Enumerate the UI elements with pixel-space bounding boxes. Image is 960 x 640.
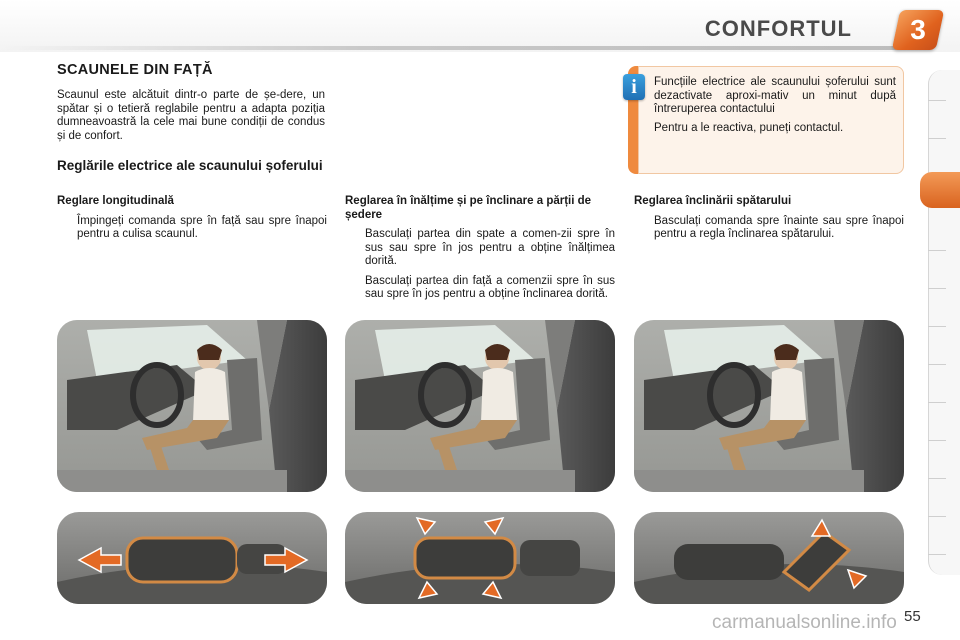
info-icon: i [623,74,645,100]
info-box [628,66,904,174]
info-paragraph: Funcțiile electrice ale scaunului șoferului sunt dezactivate aproxi-mativ un minut după întreruperea contactului [654,76,896,115]
column-backrest [634,195,904,248]
control-detail-longitudinal [57,512,327,604]
chapter-tab-divider [928,478,946,479]
instruction-item: Basculați partea din spate a comen-zii spre în sus sau spre în jos pentru a obține înălțimea dorită. [365,228,615,267]
instruction-item: Basculați comanda spre înainte sau spre înapoi pentru a regla înclinarea spătarului. [654,214,904,240]
chapter-tab-divider [928,364,946,365]
seat-illustration-backrest [634,320,904,492]
chapter-number: 3 [910,14,926,45]
subsection-title: Reglările electrice ale scaunului șoferului [57,158,323,173]
column-height-tilt [345,195,615,308]
chapter-tab-divider [928,326,946,327]
seat-illustration-height [345,320,615,492]
column-longitudinal [57,195,327,248]
chapter-tab-divider [928,516,946,517]
chapter-tab-divider [928,402,946,403]
column-heading: Reglarea în înălțime și pe înclinare a părții de ședere [345,195,592,221]
chapter-title: CONFORTUL [704,16,852,41]
column-heading: Reglare longitudinală [57,195,174,207]
chapter-tab-divider [928,440,946,441]
chapter-tab-divider [928,250,946,251]
chapter-tabs [928,70,960,575]
section-intro: Scaunul este alcătuit dintr-o parte de șe-dere, un spătar și o tetieră reglabile pentru a adapta poziția dumneavoastră la cele mai bune condiții de condus și de confort. [57,89,325,142]
chapter-tab-divider [928,100,946,101]
control-detail-backrest [634,512,904,604]
seat-illustration-longitudinal [57,320,327,492]
chapter-number-badge [892,10,945,50]
header-rule [0,46,900,50]
section-title: SCAUNELE DIN FAȚĂ [57,62,213,78]
page-number: 55 [904,608,921,625]
control-detail-height [345,512,615,604]
chapter-tab-divider [928,554,946,555]
info-paragraph: Pentru a le reactiva, puneți contactul. [654,121,844,134]
instruction-item: Basculați partea din față a comenzii spre în sus sau spre în jos pentru a obține înclinarea dorită. [365,274,615,300]
chapter-tab-active[interactable] [920,172,960,208]
chapter-tab-divider [928,288,946,289]
watermark: carmanualsonline.info [712,612,897,633]
instruction-item: Împingeți comanda spre în față sau spre înapoi pentru a culisa scaunul. [77,214,327,240]
column-heading: Reglarea înclinării spătarului [634,195,792,207]
chapter-tab-divider [928,138,946,139]
